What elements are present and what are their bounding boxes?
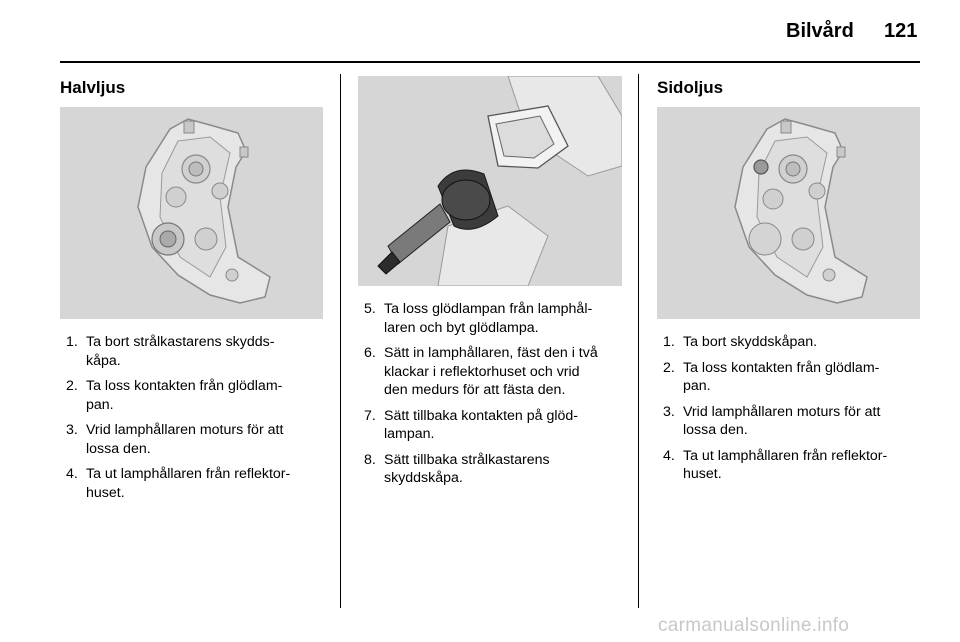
right-steps-list <box>663 333 925 491</box>
list-item: 2. Ta loss kontakten från glödlam- pan. <box>663 359 880 394</box>
headlamp-figure-side-light <box>657 107 920 319</box>
list-item: 8. Sätt tillbaka strålkastarens skyddskåpa. <box>364 451 550 486</box>
column-divider-right <box>638 74 639 608</box>
bulb-replacement-figure <box>358 76 622 286</box>
list-item: 5. Ta loss glödlampan från lamphål- laren och byt glödlampa. <box>364 301 593 336</box>
left-steps-list <box>66 333 328 509</box>
list-item: 7. Sätt tillbaka kontakten på glöd- lampan. <box>364 407 579 442</box>
list-item: 6. Sätt in lamphållaren, fäst den i två klackar i reflektorhuset och vrid den medurs för att fästa den. <box>364 345 598 398</box>
list-item: 1. Ta bort skyddskåpan. <box>663 334 818 350</box>
list-item: 3. Vrid lamphållaren moturs för att lossa den. <box>663 403 881 438</box>
list-item: 4. Ta ut lamphållaren från reflektor- huset. <box>663 447 888 482</box>
left-section-title: Halvljus <box>60 78 126 97</box>
section-title: Bilvård <box>786 20 854 42</box>
watermark-text: carmanualsonline.info <box>658 615 850 636</box>
header-divider <box>60 61 920 63</box>
middle-steps-list <box>364 300 630 495</box>
list-item: 4. Ta ut lamphållaren från reflektor- huset. <box>66 466 291 501</box>
list-item: 1. Ta bort strålkastarens skydds- kåpa. <box>66 334 275 369</box>
page-number: 121 <box>884 20 918 42</box>
right-section-title: Sidoljus <box>657 78 724 97</box>
headlamp-figure-low-beam <box>60 107 323 319</box>
list-item: 3. Vrid lamphållaren moturs för att lossa den. <box>66 422 284 457</box>
list-item: 2. Ta loss kontakten från glödlam- pan. <box>66 378 283 413</box>
column-divider-left <box>340 74 341 608</box>
